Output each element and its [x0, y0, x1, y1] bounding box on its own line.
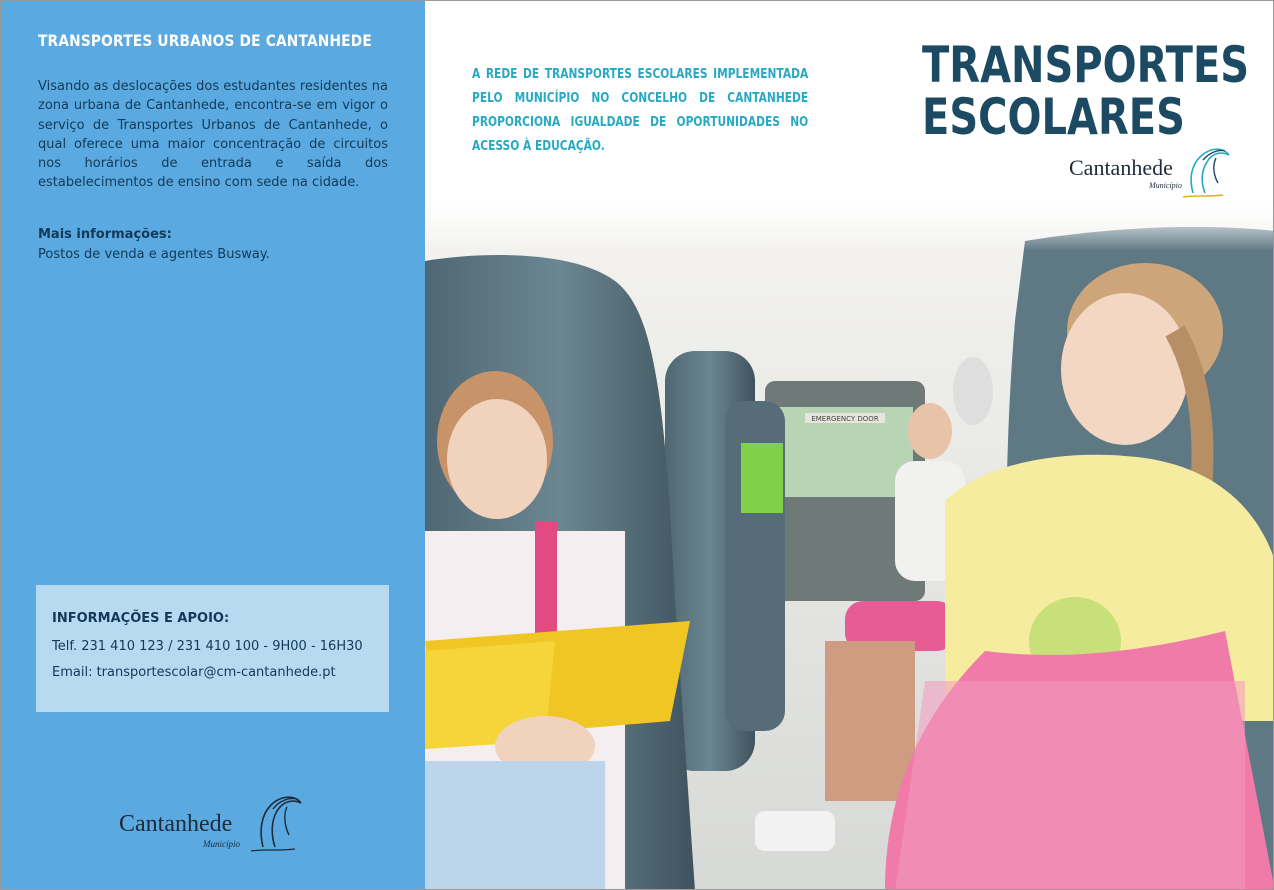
main-title-line-2: ESCOLARES: [922, 88, 1185, 146]
children-on-bus-illustration: [425, 201, 1274, 890]
info-box-email: Email: transportescolar@cm-cantanhede.pt: [52, 665, 336, 680]
left-panel: [1, 1, 425, 890]
bird-emblem-icon: [249, 787, 309, 859]
main-title: [922, 36, 1250, 146]
logo-subtitle: Município: [203, 839, 240, 849]
logo-subtitle: Município: [1149, 181, 1182, 190]
logo-wordmark: Cantanhede: [119, 811, 233, 837]
intro-statement: A REDE DE TRANSPORTES ESCOLARES IMPLEMENTADA PELO MUNICÍPIO NO CONCELHO DE CANTANHEDE PROPORCIONA IGUALDADE DE OPORTUNIDADES NO ACESSO À EDUCAÇÃO.: [472, 67, 809, 154]
school-bus-photo: [425, 201, 1274, 890]
more-info-text: Postos de venda e agentes Busway.: [38, 247, 270, 262]
logo-wordmark: Cantanhede: [1069, 155, 1173, 180]
info-box: [36, 585, 389, 712]
cantanhede-logo-left: [119, 787, 309, 859]
left-panel-title: TRANSPORTES URBANOS DE CANTANHEDE: [38, 31, 372, 50]
cantanhede-logo-right: [1069, 141, 1239, 205]
left-panel-body: Visando as deslocações dos estudantes residentes na zona urbana de Cantanhede, encontra-se em vigor o serviço de Transportes Urbanos de Cantanhede, o qual oferece uma maior concentração de circuitos nos horários de entrada e saída dos estabelecimentos de ensino com sede na cidade.: [38, 79, 388, 191]
info-box-phone: Telf. 231 410 123 / 231 410 100 - 9H00 - 16H30: [52, 639, 363, 654]
more-info-label: Mais informações:: [38, 227, 172, 242]
emergency-door-sign: EMERGENCY DOOR: [811, 415, 879, 423]
bird-emblem-icon: [1181, 141, 1237, 205]
main-title-line-1: TRANSPORTES: [922, 36, 1250, 94]
info-box-title: INFORMAÇÕES E APOIO:: [52, 611, 230, 626]
